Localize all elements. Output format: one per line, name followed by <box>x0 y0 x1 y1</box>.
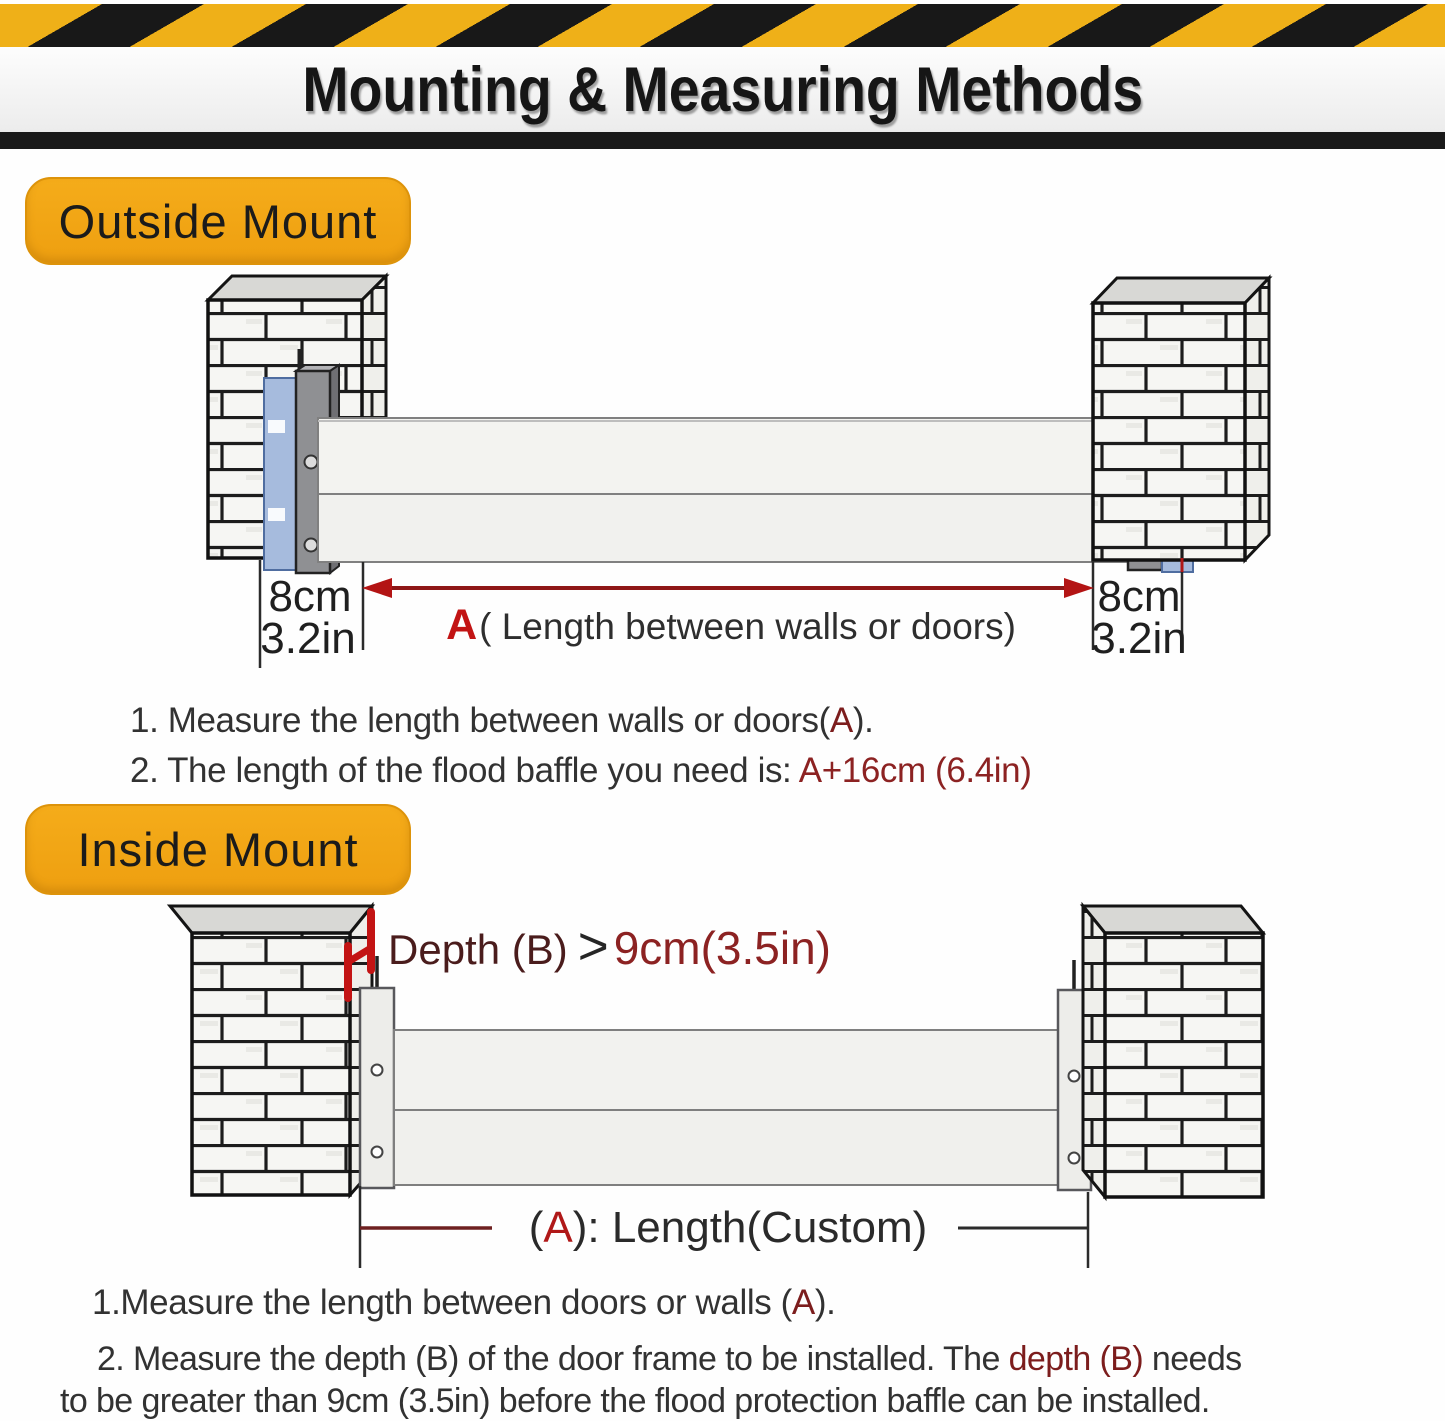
page-title: Mounting & Measuring Methods <box>302 54 1143 125</box>
length-letter: A <box>543 1203 573 1252</box>
inside-depth-caption <box>388 918 831 975</box>
outside-right-offset-cm: 8cm <box>1097 572 1181 621</box>
inside-left-pillar <box>170 906 372 1195</box>
inside-right-pillar <box>1083 906 1263 1197</box>
outside-flood-barrier <box>318 418 1142 562</box>
span-caption-text: ( Length between walls or doors) <box>479 606 1016 647</box>
arrowhead-left-icon <box>362 578 392 598</box>
inside-flood-barrier <box>394 1030 1060 1185</box>
outside-left-offset-inch: 3.2in <box>260 614 356 663</box>
inside-mount-label-text: Inside Mount <box>77 823 359 876</box>
outside-instruction-1: 1. Measure the length between walls or doors(A). <box>130 701 874 740</box>
inside-length-caption: (A): Length(Custom) <box>528 1203 928 1252</box>
outside-left-offset-cm: 8cm <box>268 572 352 621</box>
inside-left-channel <box>360 956 394 1188</box>
outside-span-caption <box>380 602 1082 648</box>
span-letter: A <box>446 601 478 649</box>
outside-right-offset-inch: 3.2in <box>1091 614 1187 663</box>
inside-instruction-1: 1.Measure the length between doors or walls (A). <box>92 1283 836 1322</box>
inside-instruction-2-cont: to be greater than 9cm (3.5in) before the flood protection baffle can be installed. <box>60 1382 1210 1420</box>
inside-instruction-2: 2. Measure the depth (B) of the door frame to be installed. The depth (B) needs <box>97 1340 1242 1378</box>
arrowhead-right-icon <box>1064 578 1094 598</box>
outside-right-pillar <box>1093 278 1269 560</box>
outside-mount-label-text: Outside Mount <box>58 194 378 248</box>
outside-instruction-2: 2. The length of the flood baffle you need is: A+16cm (6.4in) <box>130 751 1032 790</box>
depth-value: 9cm(3.5in) <box>613 922 831 974</box>
greater-than-symbol: > <box>577 917 609 976</box>
depth-label: Depth (B) <box>388 926 568 973</box>
